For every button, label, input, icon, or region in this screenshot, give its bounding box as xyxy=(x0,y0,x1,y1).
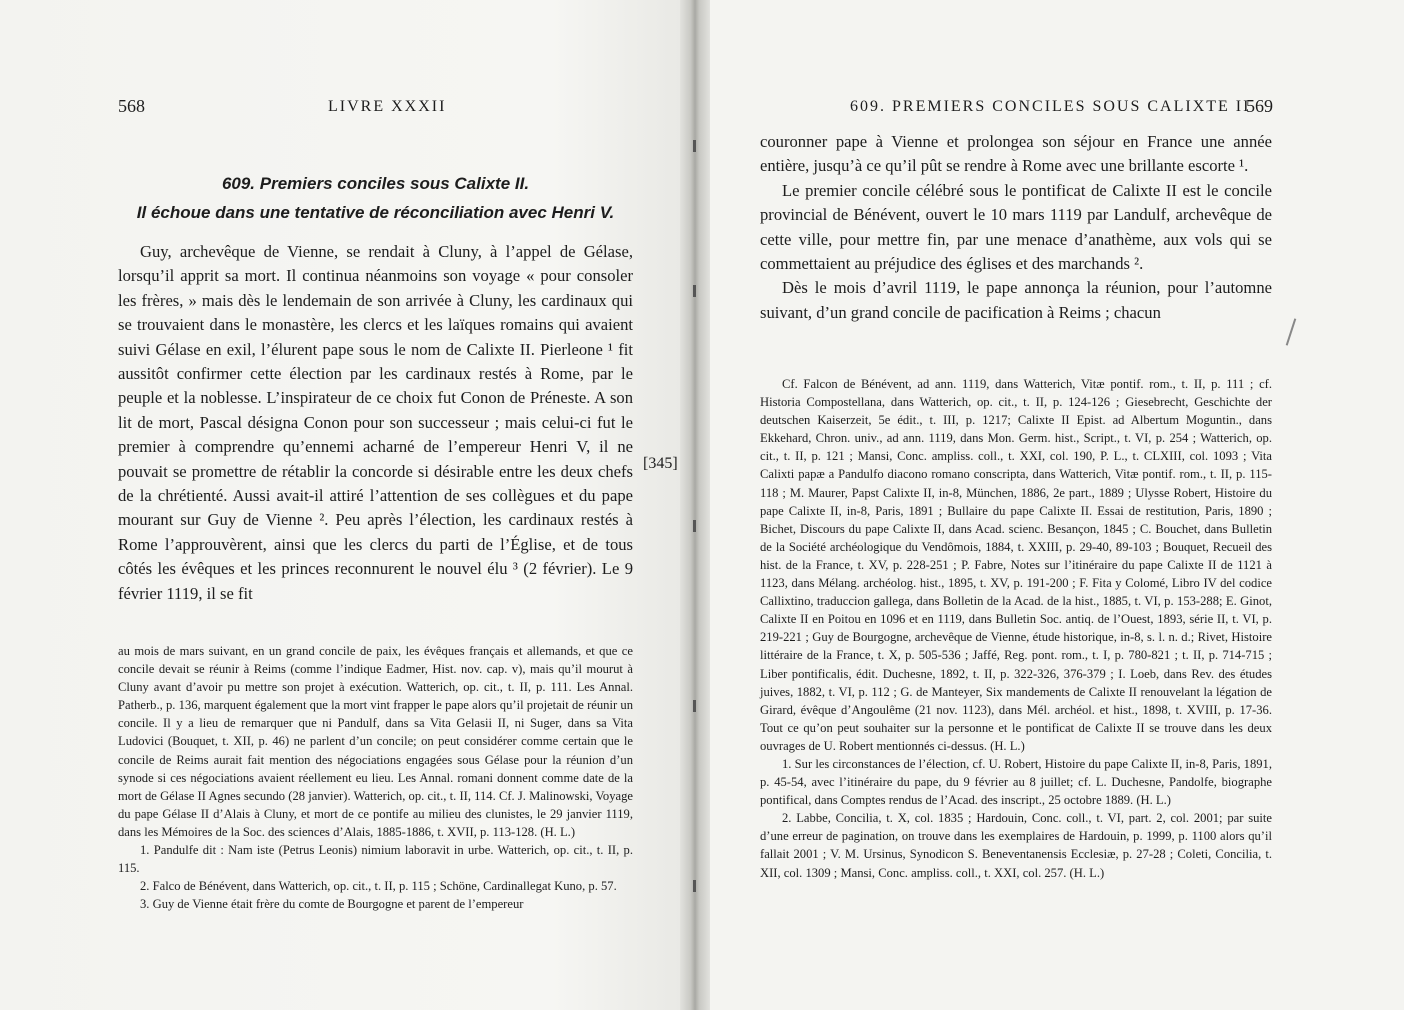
right-footnotes xyxy=(760,375,1272,882)
right-page-number: 569 xyxy=(1246,96,1273,116)
section-heading-line1: 609. Premiers conciles sous Calixte II. xyxy=(221,174,530,193)
left-footnote-3: 3. Guy de Vienne était frère du comte de Bourgogne et parent de l’empereur xyxy=(140,897,524,912)
left-body-paragraph: Guy, archevêque de Vienne, se rendait à Cluny, à l’appel de Gélase, lorsqu’il apprit sa mort. Il continua néanmoins son voyage « pour consoler les frères, » mais dès le lendemain de son arrivée à Cluny, les cardinaux qui se trouvaient dans le monastère, les clercs et les laïques romains qui avaient suivi Gélase en exil, l’élurent pape sous le nom de Calixte II. Pierleone ¹ fit aussitôt confirmer cette élection par les cardinaux restés à Rome, par le peuple et la noblesse. L’inspirateur de ce choix fut Conon de Préneste. A son lit de mort, Pascal désigna Conon pour son successeur ; mais celui-ci fut le premier à comprendre qu’ennemi acharné de l’empereur Henri V, il ne pouvait se promettre de rétablir la concorde si désirable entre les deux chefs de la chrétienté. Aussi avait-il attiré l’attention de ses collègues et du pape mourant sur Guy de Vienne ². Peu après l’élection, les cardinaux restés à Rome l’approuvèrent, ainsi que les clercs du parti de l’Église, et de tous côtés les évêques et les princes reconnurent le nouvel élu ³ (2 février). Le 9 février 1119, il se fit xyxy=(118,242,633,603)
left-running-head: LIVRE XXXII xyxy=(328,98,447,115)
right-body-paragraph-2: Le premier concile célébré sous le pontificat de Calixte II est le concile provincial de Bénévent, ouvert le 10 mars 1119 par Landulf, archevêque de cette ville, pour mettre fin, par une menace d’anathème, aux vols qui se commettaient au préjudice des églises et des marchands ². xyxy=(760,180,1272,274)
right-body-paragraph-1: couronner pape à Vienne et prolongea son séjour en France une année entière, jusqu’à ce qu’il pût se rendre à Rome avec une brillante escorte ¹. xyxy=(760,132,1272,176)
right-running-head: 609. PREMIERS CONCILES SOUS CALIXTE II xyxy=(850,98,1251,115)
left-page-number: 568 xyxy=(118,96,145,116)
right-body-text xyxy=(760,130,1272,325)
right-footnote-2: 2. Labbe, Concilia, t. X, col. 1835 ; Hardouin, Conc. coll., t. VI, part. 2, col. 2001; par suite d’une erreur de pagination, on trouve dans les exemplaires de Hardouin, p. 1999, p. 1100 alors qu’il fallait 2001 ; V. M. Ursinus, Synodicon S. Beneventanensis Ecclesiæ, p. 27-28 ; Coleti, Concilia, t. XII, col. 1309 ; Mansi, Conc. ampliss. coll., t. XXI, col. 257. (H. L.) xyxy=(760,811,1272,880)
right-body-paragraph-3: Dès le mois d’avril 1119, le pape annonça la réunion, pour l’automne suivant, d’un grand concile de pacification à Reims ; chacun xyxy=(760,278,1272,322)
left-footnote-1: 1. Pandulfe dit : Nam iste (Petrus Leonis) nimium laboravit in urbe. Watterich, op. cit., t. II, p. 115. xyxy=(118,843,633,876)
right-footnote-1: 1. Sur les circonstances de l’élection, cf. U. Robert, Histoire du pape Calixte II, in-8, Paris, 1891, p. 45-54, avec l’itinéraire du pape, du 9 février au 8 juillet; cf. L. Duchesne, Pandolfe, biographe pontifical, dans Comptes rendus de l’Acad. des inscript., 25 octobre 1889. (H. L.) xyxy=(760,756,1272,808)
left-footnote-continuation: au mois de mars suivant, en un grand concile de paix, les évêques français et allemands, et que ce concile devait se réunir à Reims (comme l’indique Eadmer, Hist. nov. cap. v), mais qu’il mourut à Cluny avant d’avoir pu mettre son projet à exécution. Watterich, op. cit., t. II, p. 111. Les Annal. Patherb., p. 136, marquent également que la mort vint frapper le pape alors qu’il projetait de réunir un concile. Il y a lieu de remarquer que ni Pandulf, dans sa Vita Gelasii II, ni Suger, dans sa Vita Ludovici (Bouquet, t. XII, p. 46) ne parlent d’un concile; on peut considérer comme certain que le concile de Reims aurait fait mention des négociations engagées sous Gélase pour la réunion d’un synode si ces négociations avaient réellement eu lieu. Les Annal. romani donnent comme date de la mort de Gélase II Agnes secundo (28 janvier). Watterich, op. cit., t. II, 114. Cf. J. Malinowski, Voyage du pape Gélase II d’Alais à Cluny, et mort de ce pontife au milieu des clunistes, le 29 janvier 1119, dans les Mémoires de la Soc. des sciences d’Alais, 1885-1886, t. XVII, p. 113-128. (H. L.) xyxy=(118,644,633,839)
margin-page-reference: [345] xyxy=(643,455,678,472)
pencil-tick-mark xyxy=(1286,318,1297,345)
right-footnote-continuation: Cf. Falcon de Bénévent, ad ann. 1119, dans Watterich, Vitæ pontif. rom., t. II, p. 111 ; cf. Historia Compostellana, dans Watterich, op. cit., t. II, p. 124-126 ; Giesebrecht, Geschichte der deutschen Kaiserzeit, 5e édit., t. III, p. 1217; Calixte II Epist. ad Albertum Moguntin., dans Ekkehard, Chron. univ., ad ann. 1119, dans Mon. Germ. hist., Script., t. VI, p. 254 ; Watterich, op. cit., t. II, p. 121 ; Mansi, Conc. ampliss. coll., t. XXI, col. 190, P. L., t. CLXIII, col. 1093 ; Vita Calixti papæ a Pandulfo diacono romano conscripta, dans Watterich, Vitæ pontif. rom., t. II, p. 115-118 ; M. Maurer, Papst Calixte II, in-8, München, 1886, 2e part., 1889 ; Ulysse Robert, Histoire du pape Calixte II, in-8, Paris, 1891 ; Bullaire du pape Calixte II. Essai de restitution, Paris, 1890 ; Bichet, Discours du pape Calixte II, dans Acad. scienc. Besançon, 1845 ; C. Bouchet, dans Bulletin de la Société archéologique du Vendômois, 1884, t. XXIII, p. 29-40, 89-103 ; Bouquet, Recueil des hist. de la France, t. XV, p. 228-251 ; P. Fabre, Notes sur l’itinéraire du pape Calixte II de 1121 à 1123, dans Mélang. archéolog. hist., 1895, t. XV, p. 191-200 ; F. Fita y Colomé, Libro IV del codice Callixtino, traduccion gallega, dans Bolletin de la Acad. de la hist., 1885, t. VI, p. 153-288; E. Ginot, Calixte II en Poitou en 1096 et en 1119, dans Bulletin Soc. antiq. de l’Ouest, 1893, série II, t. VI, p. 219-221 ; Guy de Bourgogne, archevêque de Vienne, étude historique, in-8, s. l. n. d.; Rivet, Histoire littéraire de la France, t. X, p. 505-536 ; Jaffé, Reg. pont. rom., t. I, p. 780-821 ; t. II, p. 714-715 ; Liber pontificalis, édit. Duchesne, 1892, t. II, p. 322-326, 376-379 ; I. Loeb, dans Rev. des études juives, 1882, t. VI, p. 112 ; G. de Manteyer, Six mandements de Calixte II renouvelant la légation de Girard, évêque d’Angoulême (21 nov. 1123), dans Mél. archéol. et hist., 1898, t. XVIII, p. 17-36. Tout ce qu’on peut souhaiter sur la personne et le pontificat de Calixte II se trouve dans les deux ouvrages de U. Robert mentionnés ci-dessus. (H. L.) xyxy=(760,377,1272,753)
left-footnote-2: 2. Falco de Bénévent, dans Watterich, op. cit., t. II, p. 115 ; Schöne, Cardinallegat Kuno, p. 57. xyxy=(140,879,617,894)
section-heading-line2: Il échoue dans une tentative de réconciliation avec Henri V. xyxy=(136,203,615,222)
